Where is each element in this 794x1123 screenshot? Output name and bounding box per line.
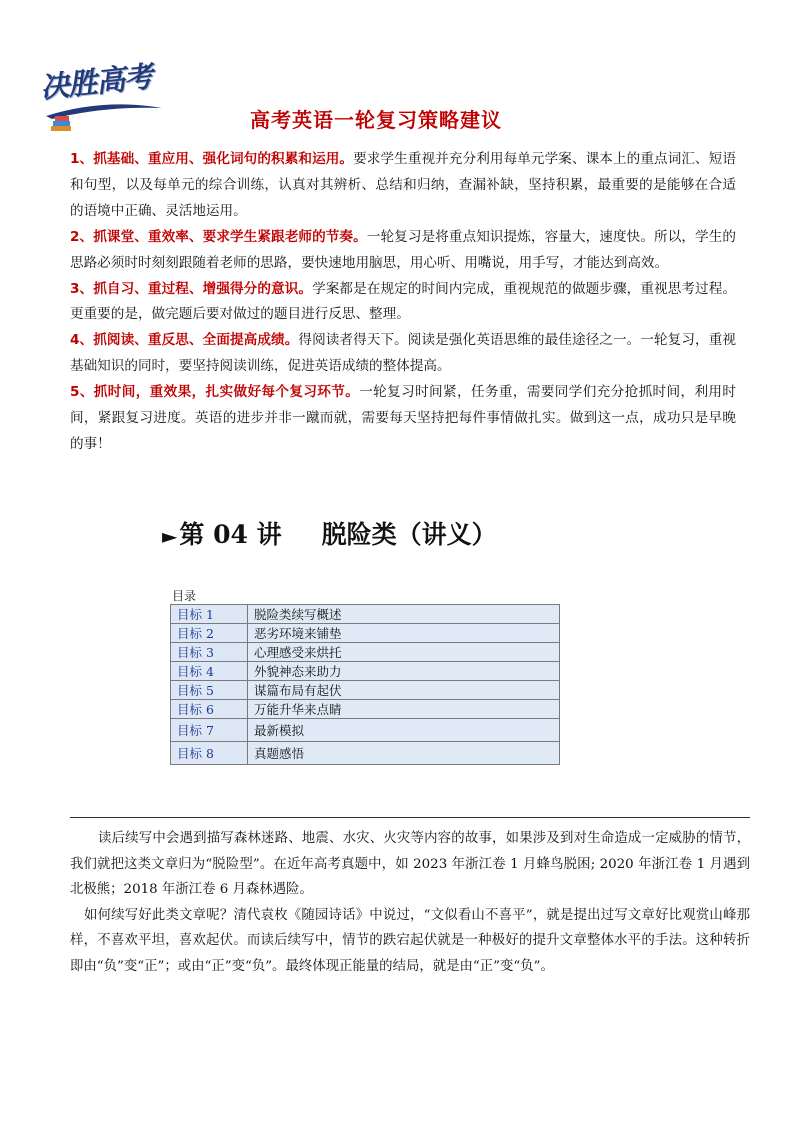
toc-row	[171, 742, 560, 765]
strategy-item	[70, 147, 736, 225]
intro-paragraph: 如何续写好此类文章呢？清代袁枚《随园诗话》中说过，“文似看山不喜平”，就是提出过写文章好比观赏山峰那样，不喜欢平坦，喜欢起伏。而读后续写中，情节的跌宕起伏就是一种极好的提升文章整体水平的手法。这种转折即由“负”变“正”；或由“正”变“负”。最终体现正能量的结局，就是由“正”变“负”。	[70, 907, 750, 974]
books-icon	[50, 114, 72, 132]
strategy-heading: 2、抓课堂、重效率、要求学生紧跟老师的节奏。	[70, 228, 367, 245]
toc-topic: 外貌神态来助力	[248, 662, 560, 681]
toc-goal: 目标 4	[171, 662, 248, 681]
toc-goal: 目标 3	[171, 643, 248, 662]
strategy-item	[70, 277, 736, 329]
logo	[40, 58, 170, 136]
strategy-text: 要求学生重视并充分利用每单元学案、课本上的重点词汇、短语和句型，以及每单元的综合训练，认真对其辨析、总结和归纳，查漏补缺，坚持积累，最重要的是能够在合适的语境中正确、灵活地运用。	[70, 151, 736, 219]
strategy-heading: 5、抓时间，重效果，扎实做好每个复习环节。	[70, 384, 360, 401]
strategy-item	[70, 225, 736, 277]
strategy-text: 得阅读者得天下。阅读是强化英语思维的最佳途径之一。一轮复习，重视基础知识的同时，要坚持阅读训练，促进英语成绩的整体提高。	[70, 332, 736, 375]
toc-row	[171, 681, 560, 700]
table-of-contents	[170, 604, 560, 765]
toc-goal: 目标 6	[171, 700, 248, 719]
strategy-heading: 1、抓基础、重应用、强化词句的积累和运用。	[70, 151, 354, 167]
toc-topic: 心理感受来烘托	[248, 643, 560, 662]
strategy-item	[70, 328, 736, 380]
lecture-number: 第 04 讲	[179, 520, 282, 549]
toc-goal: 目标 5	[171, 681, 248, 700]
toc-row	[171, 643, 560, 662]
toc-topic: 恶劣环境来铺垫	[248, 624, 560, 643]
toc-row	[171, 719, 560, 742]
toc-row	[171, 700, 560, 719]
logo-text: 决胜高考	[38, 59, 154, 105]
intro-text	[70, 826, 750, 979]
strategy-heading: 4、抓阅读、重反思、全面提高成绩。	[70, 332, 299, 349]
toc-topic: 脱险类续写概述	[248, 605, 560, 624]
strategy-text: 一轮复习时间紧，任务重，需要同学们充分抢抓时间，利用时间，紧跟复习进度。英语的进步并非一蹴而就，需要每天坚持把每件事情做扎实。做到这一点，成功只是早晚的事！	[70, 384, 736, 452]
strategy-text: 一轮复习是将重点知识提炼，容量大，速度快。所以，学生的思路必须时时刻刻跟随着老师的思路，要快速地用脑思，用心听、用嘴说，用手写，才能达到高效。	[70, 228, 736, 271]
toc-row	[171, 662, 560, 681]
strategy-item	[70, 380, 736, 458]
toc-row	[171, 605, 560, 624]
toc-goal: 目标 1	[171, 605, 248, 624]
section-divider	[70, 817, 750, 818]
toc-topic: 最新模拟	[248, 719, 560, 742]
strategy-text: 学案都是在规定的时间内完成，重视规范的做题步骤，重视思考过程。更重要的是，做完题后要对做过的题目进行反思、整理。	[70, 280, 737, 323]
strategy-list	[70, 147, 736, 458]
toc-heading: 目录	[172, 589, 197, 603]
lecture-name: 脱险类（讲义）	[321, 520, 497, 549]
strategy-heading: 3、抓自习、重过程、增强得分的意识。	[70, 280, 313, 297]
toc-row	[171, 624, 560, 643]
triangle-arrow-icon: ►	[162, 524, 178, 548]
toc-goal: 目标 7	[171, 719, 248, 742]
toc-goal: 目标 2	[171, 624, 248, 643]
toc-topic: 谋篇布局有起伏	[248, 681, 560, 700]
toc-topic: 真题感悟	[248, 742, 560, 765]
toc-topic: 万能升华来点睛	[248, 700, 560, 719]
intro-paragraph: 读后续写中会遇到描写森林迷路、地震、水灾、火灾等内容的故事，如果涉及到对生命造成一定威胁的情节，我们就把这类文章归为“脱险型”。在近年高考真题中，如 2023 年浙江卷 1 月蜂鸟脱困; 2020 年浙江卷 1 月遇到北极熊；2018 年浙江卷 6 月森林遇险。	[70, 831, 750, 897]
lecture-title	[162, 515, 612, 551]
document-title: 高考英语一轮复习策略建议	[250, 108, 502, 132]
toc-goal: 目标 8	[171, 742, 248, 765]
